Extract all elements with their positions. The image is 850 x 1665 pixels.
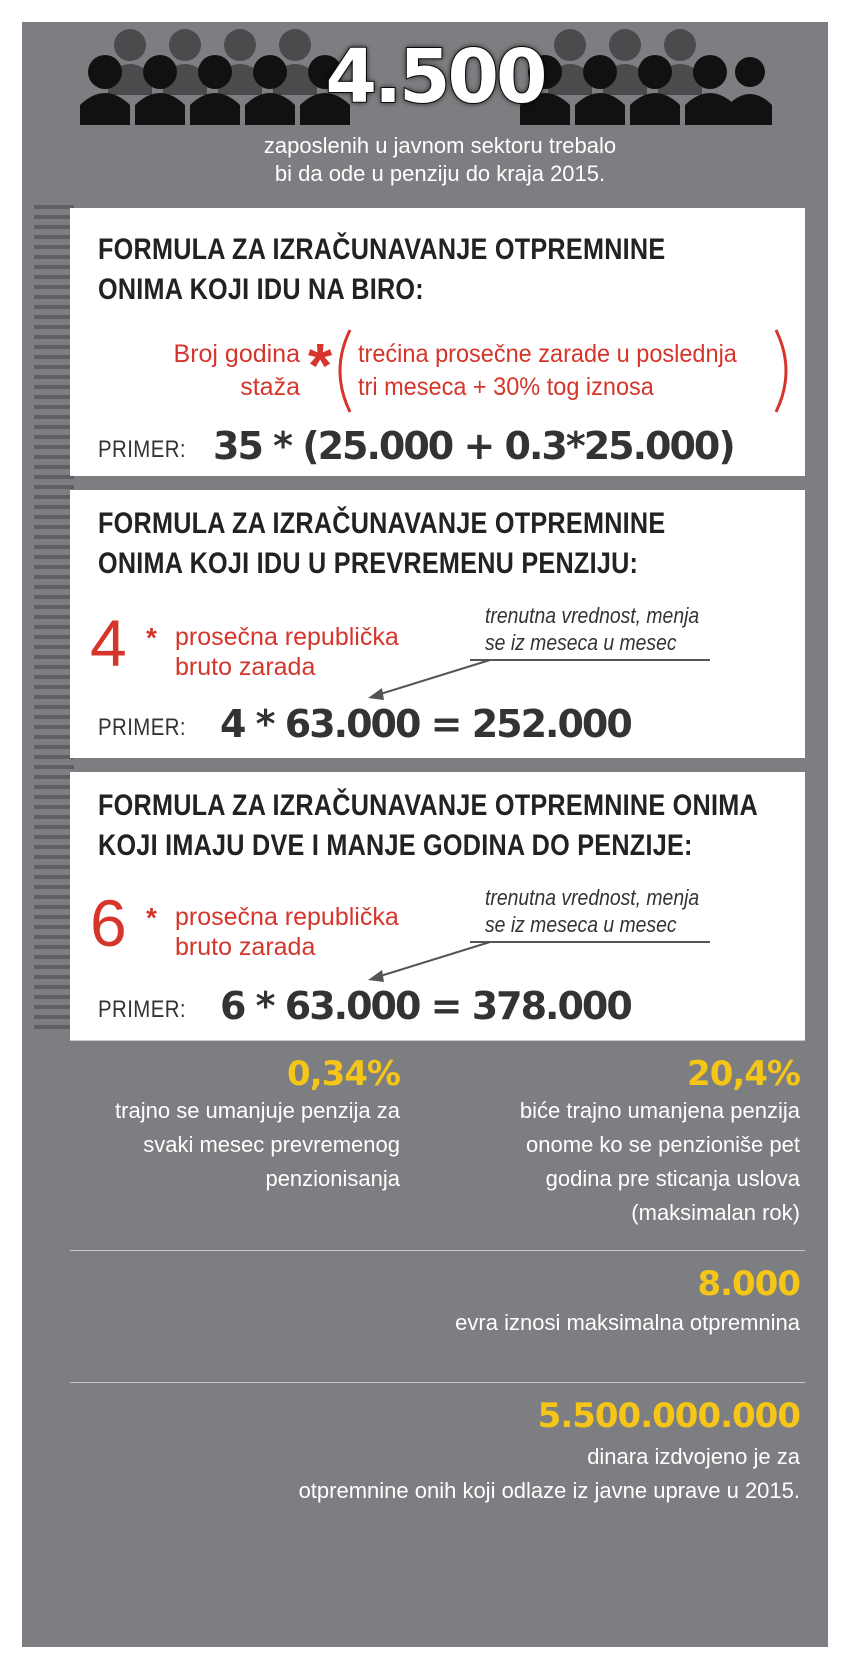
stat2-line4: (maksimalan rok) — [631, 1200, 800, 1225]
headline-subtitle-line1: zaposlenih u javnom sektoru trebalo — [263, 133, 617, 158]
stat4-line2: otpremnine onih koji odlaze iz javne uprave u 2015. — [298, 1478, 800, 1503]
stat-percent-max-text — [420, 1094, 800, 1230]
stat-max-severance-text — [300, 1306, 800, 1340]
card1-primer-label: PRIMER: — [98, 436, 186, 463]
stat-percent-max: 20,4% — [687, 1054, 800, 1094]
card1-left-term — [140, 338, 300, 404]
card3-note-underline — [470, 941, 710, 943]
card3-label-line2: bruto zarada — [175, 933, 316, 961]
stat2-line1: biće trajno umanjena penzija — [519, 1098, 800, 1123]
stat-max-severance: 8.000 — [697, 1264, 800, 1304]
card3-primer-expression: 6 * 63.000 = 378.000 — [220, 984, 631, 1028]
card1-multiply-operator: * — [308, 332, 333, 401]
stat-percent-per-month-text — [40, 1094, 400, 1196]
stat-total-budget: 5.500.000.000 — [537, 1396, 800, 1436]
stat2-line3: godina pre sticanja uslova — [545, 1166, 800, 1191]
card3-label-line1: prosečna republička — [175, 903, 399, 931]
stat-total-budget-text — [150, 1440, 800, 1508]
formula-card-dve-godine — [70, 772, 805, 1040]
headline-subtitle-line2: bi da ode u penziju do kraja 2015. — [274, 161, 606, 186]
card1-right-line2: tri meseca + 30% tog iznosa — [358, 373, 654, 401]
card1-right-line1: trećina prosečne zarade u poslednja — [358, 340, 737, 368]
card1-title-line2: ONIMA KOJI IDU NA BIRO: — [98, 273, 424, 306]
stat3-line1: evra iznosi maksimalna otpremnina — [455, 1310, 800, 1335]
stat1-line2: svaki mesec prevremenog — [143, 1132, 400, 1157]
card1-primer-expression: 35 * (25.000 + 0.3*25.000) — [213, 424, 734, 468]
card3-note-line1: trenutna vrednost, menja — [485, 885, 700, 910]
card2-primer-label: PRIMER: — [98, 714, 186, 741]
card2-label-line2: bruto zarada — [175, 653, 316, 681]
stat1-line3: penzionisanja — [265, 1166, 400, 1191]
formula-card-biro — [70, 208, 805, 476]
stripe-decoration — [34, 205, 74, 1035]
formula-card-prevremena — [70, 490, 805, 758]
stat-percent-per-month: 0,34% — [287, 1054, 400, 1094]
card2-multiplier: 4 — [90, 606, 127, 680]
card2-title-line1: FORMULA ZA IZRAČUNAVANJE OTPREMNINE — [98, 507, 666, 540]
stat1-line1: trajno se umanjuje penzija za — [115, 1098, 400, 1123]
card1-right-term — [358, 338, 737, 404]
card1-left-line2: staža — [240, 373, 300, 401]
arrow-icon — [360, 656, 500, 706]
stat4-line1: dinara izdvojeno je za — [587, 1444, 800, 1469]
stats-separator-top — [70, 1040, 805, 1041]
card2-note — [485, 602, 699, 656]
card2-label-line1: prosečna republička — [175, 623, 399, 651]
stats-separator-mid — [70, 1250, 805, 1251]
stats-separator-bottom — [70, 1382, 805, 1383]
card2-note-line1: trenutna vrednost, menja — [485, 603, 700, 628]
card3-multiplier: 6 — [90, 886, 127, 960]
card1-left-line1: Broj godina — [173, 340, 300, 368]
headline-number: 4.500 — [325, 34, 545, 120]
card2-primer-expression: 4 * 63.000 = 252.000 — [220, 702, 631, 746]
card3-title-line1: FORMULA ZA IZRAČUNAVANJE OTPREMNINE ONIMA — [98, 789, 758, 822]
arrow-icon — [360, 938, 500, 988]
stat2-line2: onome ko se penzioniše pet — [526, 1132, 800, 1157]
card2-note-underline — [470, 659, 710, 661]
card3-multiply-operator: * — [146, 902, 157, 933]
card3-note — [485, 884, 699, 938]
card2-title-line2: ONIMA KOJI IDU U PREVREMENU PENZIJU: — [98, 547, 639, 580]
card3-note-line2: se iz meseca u mesec — [485, 912, 677, 937]
card3-title-line2: KOJI IMAJU DVE I MANJE GODINA DO PENZIJE: — [98, 829, 693, 862]
card2-note-line2: se iz meseca u mesec — [485, 630, 677, 655]
card2-multiply-operator: * — [146, 622, 157, 653]
card1-title-line1: FORMULA ZA IZRAČUNAVANJE OTPREMNINE — [98, 233, 666, 266]
headline-subtitle — [230, 132, 650, 188]
card3-primer-label: PRIMER: — [98, 996, 186, 1023]
